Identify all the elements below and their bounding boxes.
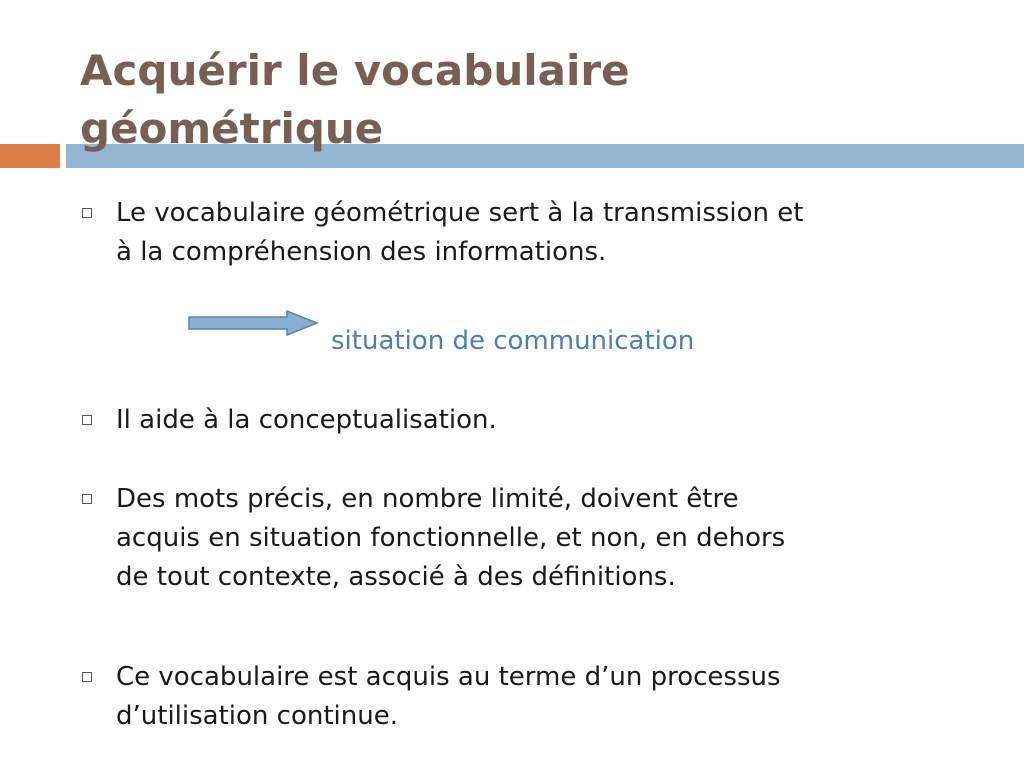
square-bullet-icon — [82, 208, 92, 218]
accent-bar-orange — [0, 144, 60, 168]
square-bullet-icon — [82, 494, 92, 504]
slide-title — [80, 42, 980, 158]
title-line: Acquérir le vocabulaire — [80, 46, 630, 95]
bullet-line: Le vocabulaire géométrique sert à la transmission et — [116, 198, 804, 228]
bullet-text — [116, 480, 980, 597]
bullet-item — [80, 401, 980, 440]
bullet-line: d’utilisation continue. — [116, 701, 398, 731]
bullet-line: Des mots précis, en nombre limité, doivent être — [116, 484, 739, 514]
bullet-item — [80, 480, 980, 597]
bullet-line: Ce vocabulaire est acquis au terme d’un processus — [116, 662, 781, 692]
bullet-line: de tout contexte, associé à des définitions. — [116, 562, 676, 592]
square-bullet-icon — [82, 415, 92, 425]
arrow-label: situation de communication — [331, 326, 695, 356]
bullet-text — [116, 194, 980, 272]
bullet-line: à la compréhension des informations. — [116, 237, 607, 267]
right-arrow-icon — [187, 309, 321, 337]
bullet-item — [80, 658, 980, 736]
bullet-item — [80, 194, 980, 272]
bullet-line: Il aide à la conceptualisation. — [116, 405, 497, 435]
bullet-line: acquis en situation fonctionnelle, et non, en dehors — [116, 523, 786, 553]
bullet-text — [116, 658, 980, 736]
bullet-text — [116, 401, 980, 440]
square-bullet-icon — [82, 672, 92, 682]
title-line: géométrique — [80, 104, 384, 153]
